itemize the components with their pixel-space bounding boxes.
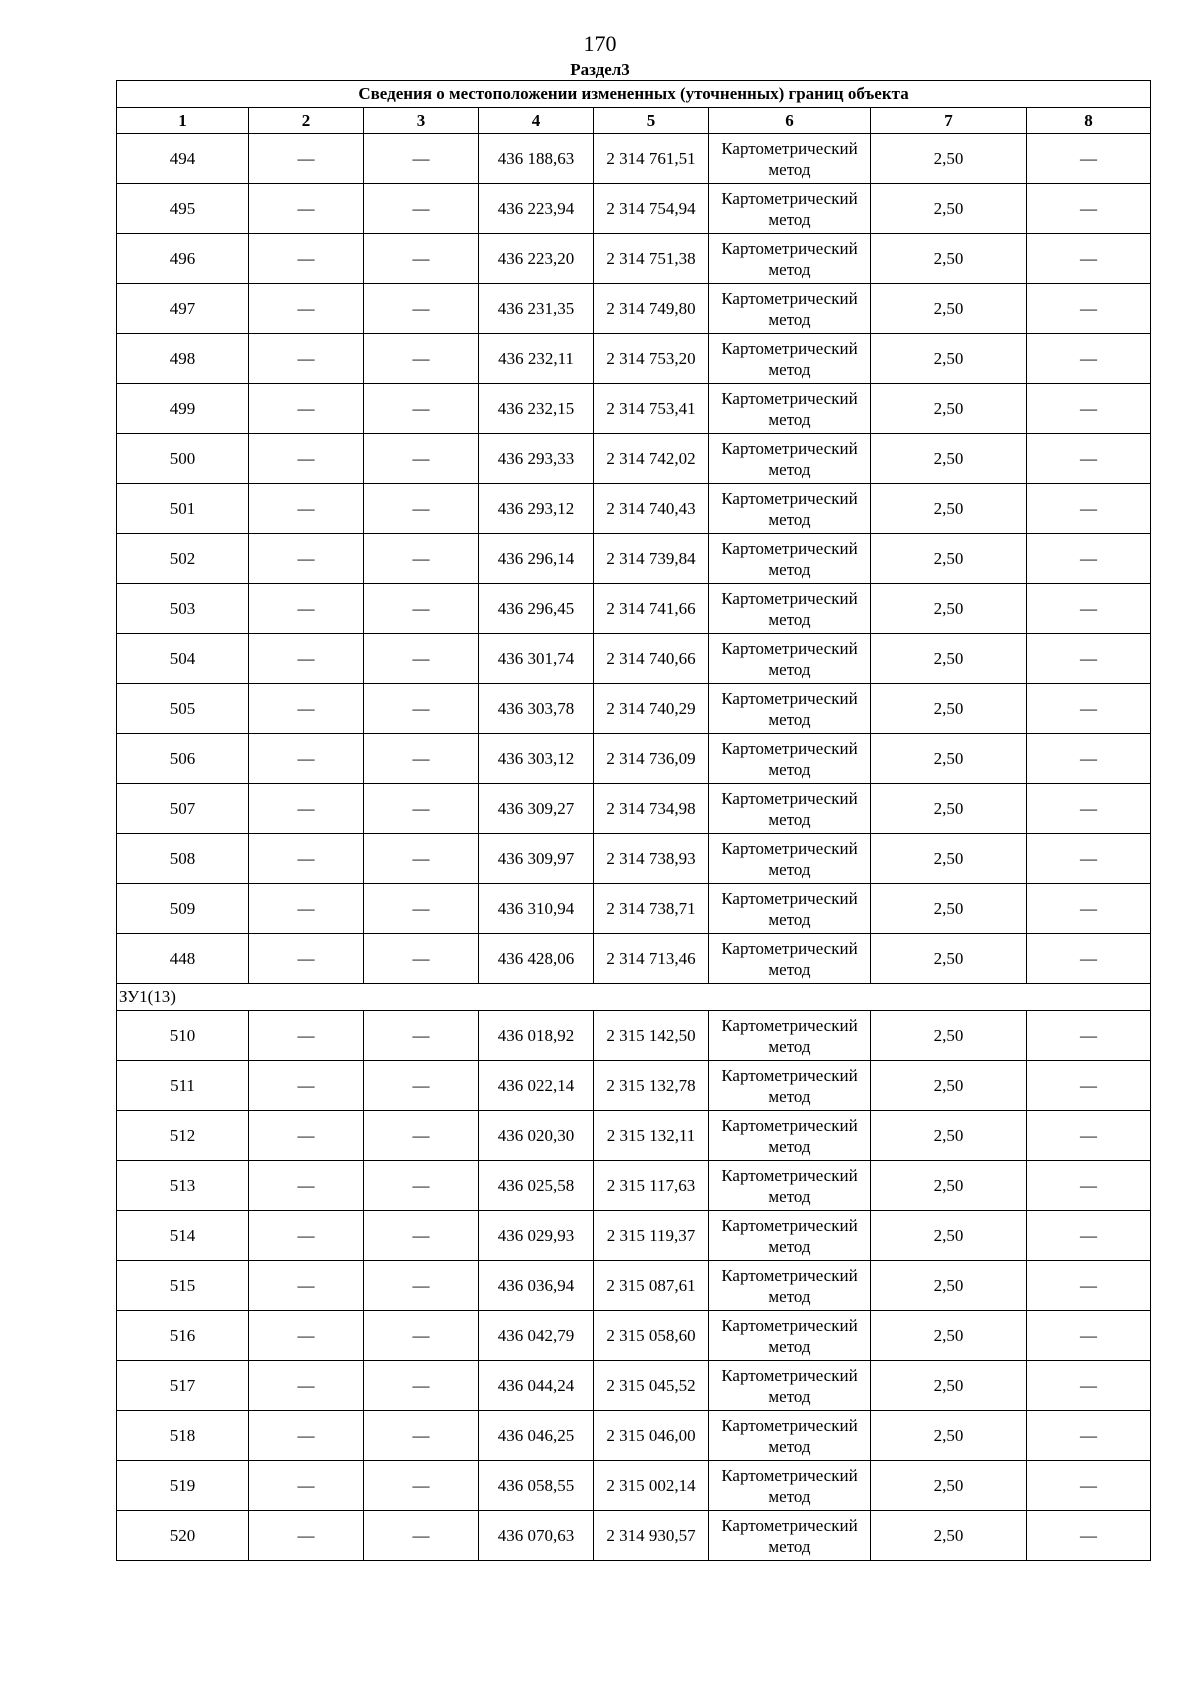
y-coordinate: 2 314 713,46 [594,934,709,984]
point-number: 500 [117,434,249,484]
column-8-value: — [1027,1511,1151,1561]
y-coordinate: 2 315 046,00 [594,1411,709,1461]
accuracy-value: 2,50 [871,1461,1027,1511]
table-row [117,734,1151,784]
column-8-value: — [1027,1211,1151,1261]
y-coordinate: 2 315 142,50 [594,1011,709,1061]
column-2-value: — [249,234,364,284]
method-description: Картометрический метод [709,1361,871,1411]
column-8-value: — [1027,834,1151,884]
table-row [117,134,1151,184]
column-8-value: — [1027,234,1151,284]
table-row [117,1211,1151,1261]
column-8-value: — [1027,1461,1151,1511]
column-8-value: — [1027,134,1151,184]
point-number: 519 [117,1461,249,1511]
column-number-row [117,108,1151,134]
accuracy-value: 2,50 [871,134,1027,184]
column-3-value: — [364,1161,479,1211]
column-2-value: — [249,1011,364,1061]
point-number: 505 [117,684,249,734]
column-number: 2 [249,108,364,134]
x-coordinate: 436 296,45 [479,584,594,634]
column-8-value: — [1027,584,1151,634]
point-number: 448 [117,934,249,984]
column-2-value: — [249,734,364,784]
method-description: Картометрический метод [709,434,871,484]
point-number: 502 [117,534,249,584]
column-2-value: — [249,1111,364,1161]
method-description: Картометрический метод [709,534,871,584]
column-8-value: — [1027,484,1151,534]
method-description: Картометрический метод [709,1061,871,1111]
column-8-value: — [1027,1011,1151,1061]
column-3-value: — [364,834,479,884]
point-number: 496 [117,234,249,284]
column-3-value: — [364,634,479,684]
column-2-value: — [249,484,364,534]
x-coordinate: 436 188,63 [479,134,594,184]
column-8-value: — [1027,534,1151,584]
column-8-value: — [1027,1061,1151,1111]
column-3-value: — [364,434,479,484]
point-number: 497 [117,284,249,334]
column-3-value: — [364,1311,479,1361]
column-3-value: — [364,1411,479,1461]
column-number: 3 [364,108,479,134]
column-2-value: — [249,534,364,584]
column-2-value: — [249,334,364,384]
y-coordinate: 2 315 045,52 [594,1361,709,1411]
method-description: Картометрический метод [709,1111,871,1161]
column-3-value: — [364,134,479,184]
column-8-value: — [1027,734,1151,784]
method-description: Картометрический метод [709,1511,871,1561]
method-description: Картометрический метод [709,334,871,384]
column-3-value: — [364,1111,479,1161]
column-3-value: — [364,1011,479,1061]
point-number: 515 [117,1261,249,1311]
accuracy-value: 2,50 [871,1011,1027,1061]
table-row [117,1161,1151,1211]
table-row [117,1511,1151,1561]
column-2-value: — [249,934,364,984]
column-2-value: — [249,384,364,434]
x-coordinate: 436 296,14 [479,534,594,584]
accuracy-value: 2,50 [871,1511,1027,1561]
accuracy-value: 2,50 [871,1261,1027,1311]
point-number: 520 [117,1511,249,1561]
x-coordinate: 436 310,94 [479,884,594,934]
x-coordinate: 436 231,35 [479,284,594,334]
point-number: 498 [117,334,249,384]
table-row [117,1061,1151,1111]
y-coordinate: 2 314 753,20 [594,334,709,384]
table-row [117,634,1151,684]
y-coordinate: 2 314 740,43 [594,484,709,534]
accuracy-value: 2,50 [871,1361,1027,1411]
method-description: Картометрический метод [709,834,871,884]
column-8-value: — [1027,1161,1151,1211]
point-number: 504 [117,634,249,684]
x-coordinate: 436 428,06 [479,934,594,984]
column-2-value: — [249,1411,364,1461]
column-8-value: — [1027,1411,1151,1461]
column-8-value: — [1027,784,1151,834]
column-2-value: — [249,184,364,234]
column-8-value: — [1027,334,1151,384]
y-coordinate: 2 314 738,93 [594,834,709,884]
column-2-value: — [249,1511,364,1561]
y-coordinate: 2 314 738,71 [594,884,709,934]
table-row [117,1111,1151,1161]
x-coordinate: 436 046,25 [479,1411,594,1461]
x-coordinate: 436 303,12 [479,734,594,784]
method-description: Картометрический метод [709,1411,871,1461]
column-3-value: — [364,534,479,584]
y-coordinate: 2 315 132,78 [594,1061,709,1111]
y-coordinate: 2 314 930,57 [594,1511,709,1561]
y-coordinate: 2 314 739,84 [594,534,709,584]
column-3-value: — [364,784,479,834]
column-2-value: — [249,1161,364,1211]
x-coordinate: 436 029,93 [479,1211,594,1261]
column-3-value: — [364,1361,479,1411]
x-coordinate: 436 042,79 [479,1311,594,1361]
x-coordinate: 436 301,74 [479,634,594,684]
column-2-value: — [249,1061,364,1111]
y-coordinate: 2 314 734,98 [594,784,709,834]
point-number: 511 [117,1061,249,1111]
column-3-value: — [364,684,479,734]
accuracy-value: 2,50 [871,284,1027,334]
point-number: 514 [117,1211,249,1261]
boundary-coordinates-table [116,80,1151,1561]
column-8-value: — [1027,884,1151,934]
table-row [117,534,1151,584]
table-row [117,1361,1151,1411]
column-3-value: — [364,184,479,234]
column-3-value: — [364,584,479,634]
accuracy-value: 2,50 [871,484,1027,534]
column-8-value: — [1027,634,1151,684]
column-3-value: — [364,1061,479,1111]
y-coordinate: 2 314 751,38 [594,234,709,284]
column-number: 8 [1027,108,1151,134]
accuracy-value: 2,50 [871,884,1027,934]
column-8-value: — [1027,284,1151,334]
column-2-value: — [249,434,364,484]
column-3-value: — [364,234,479,284]
point-number: 518 [117,1411,249,1461]
y-coordinate: 2 314 753,41 [594,384,709,434]
y-coordinate: 2 314 761,51 [594,134,709,184]
accuracy-value: 2,50 [871,584,1027,634]
table-row [117,184,1151,234]
method-description: Картометрический метод [709,634,871,684]
accuracy-value: 2,50 [871,734,1027,784]
y-coordinate: 2 315 119,37 [594,1211,709,1261]
y-coordinate: 2 314 754,94 [594,184,709,234]
method-description: Картометрический метод [709,134,871,184]
method-description: Картометрический метод [709,734,871,784]
column-3-value: — [364,284,479,334]
table-row [117,684,1151,734]
x-coordinate: 436 223,94 [479,184,594,234]
point-number: 507 [117,784,249,834]
table-row [117,1261,1151,1311]
column-number: 7 [871,108,1027,134]
method-description: Картометрический метод [709,1161,871,1211]
y-coordinate: 2 314 741,66 [594,584,709,634]
accuracy-value: 2,50 [871,1311,1027,1361]
column-8-value: — [1027,1361,1151,1411]
column-3-value: — [364,384,479,434]
table-row [117,934,1151,984]
y-coordinate: 2 314 749,80 [594,284,709,334]
column-3-value: — [364,734,479,784]
y-coordinate: 2 314 740,29 [594,684,709,734]
x-coordinate: 436 044,24 [479,1361,594,1411]
y-coordinate: 2 314 742,02 [594,434,709,484]
column-8-value: — [1027,184,1151,234]
column-2-value: — [249,684,364,734]
method-description: Картометрический метод [709,384,871,434]
accuracy-value: 2,50 [871,334,1027,384]
method-description: Картометрический метод [709,1211,871,1261]
section-title: Раздел3 [570,60,630,79]
x-coordinate: 436 020,30 [479,1111,594,1161]
accuracy-value: 2,50 [871,1161,1027,1211]
point-number: 510 [117,1011,249,1061]
table-row [117,1461,1151,1511]
method-description: Картометрический метод [709,1311,871,1361]
table-row [117,1011,1151,1061]
point-number: 506 [117,734,249,784]
point-number: 509 [117,884,249,934]
method-description: Картометрический метод [709,884,871,934]
x-coordinate: 436 058,55 [479,1461,594,1511]
page-number: 170 [583,31,617,56]
x-coordinate: 436 293,33 [479,434,594,484]
table-row [117,784,1151,834]
column-8-value: — [1027,934,1151,984]
x-coordinate: 436 022,14 [479,1061,594,1111]
x-coordinate: 436 036,94 [479,1261,594,1311]
point-number: 494 [117,134,249,184]
method-description: Картометрический метод [709,1261,871,1311]
column-8-value: — [1027,384,1151,434]
column-3-value: — [364,334,479,384]
column-2-value: — [249,834,364,884]
accuracy-value: 2,50 [871,684,1027,734]
method-description: Картометрический метод [709,1461,871,1511]
method-description: Картометрический метод [709,784,871,834]
x-coordinate: 436 309,97 [479,834,594,884]
point-number: 499 [117,384,249,434]
column-2-value: — [249,134,364,184]
x-coordinate: 436 309,27 [479,784,594,834]
accuracy-value: 2,50 [871,234,1027,284]
accuracy-value: 2,50 [871,934,1027,984]
table-caption: Сведения о местоположении измененных (уточненных) границ объекта [117,81,1151,108]
point-number: 512 [117,1111,249,1161]
x-coordinate: 436 303,78 [479,684,594,734]
x-coordinate: 436 232,11 [479,334,594,384]
table-row [117,584,1151,634]
y-coordinate: 2 315 058,60 [594,1311,709,1361]
accuracy-value: 2,50 [871,784,1027,834]
point-number: 495 [117,184,249,234]
accuracy-value: 2,50 [871,1061,1027,1111]
column-2-value: — [249,634,364,684]
column-number: 1 [117,108,249,134]
point-number: 516 [117,1311,249,1361]
accuracy-value: 2,50 [871,1411,1027,1461]
column-2-value: — [249,1361,364,1411]
accuracy-value: 2,50 [871,384,1027,434]
y-coordinate: 2 315 002,14 [594,1461,709,1511]
column-8-value: — [1027,1311,1151,1361]
x-coordinate: 436 070,63 [479,1511,594,1561]
table-caption-row [117,81,1151,108]
table-row [117,284,1151,334]
column-2-value: — [249,784,364,834]
accuracy-value: 2,50 [871,1111,1027,1161]
point-number: 503 [117,584,249,634]
column-8-value: — [1027,434,1151,484]
table-row [117,884,1151,934]
column-2-value: — [249,1311,364,1361]
accuracy-value: 2,50 [871,834,1027,884]
table-row [117,1311,1151,1361]
column-3-value: — [364,1511,479,1561]
column-3-value: — [364,1211,479,1261]
table-row [117,384,1151,434]
point-number: 517 [117,1361,249,1411]
point-number: 513 [117,1161,249,1211]
column-3-value: — [364,934,479,984]
method-description: Картометрический метод [709,484,871,534]
x-coordinate: 436 223,20 [479,234,594,284]
y-coordinate: 2 315 087,61 [594,1261,709,1311]
table-row [117,834,1151,884]
column-2-value: — [249,584,364,634]
column-8-value: — [1027,684,1151,734]
method-description: Картометрический метод [709,1011,871,1061]
column-3-value: — [364,1461,479,1511]
column-2-value: — [249,284,364,334]
table-row [117,334,1151,384]
table-row [117,1411,1151,1461]
accuracy-value: 2,50 [871,1211,1027,1261]
y-coordinate: 2 315 117,63 [594,1161,709,1211]
y-coordinate: 2 314 736,09 [594,734,709,784]
column-number: 4 [479,108,594,134]
column-number: 6 [709,108,871,134]
y-coordinate: 2 315 132,11 [594,1111,709,1161]
accuracy-value: 2,50 [871,434,1027,484]
column-8-value: — [1027,1111,1151,1161]
column-3-value: — [364,484,479,534]
x-coordinate: 436 232,15 [479,384,594,434]
point-number: 508 [117,834,249,884]
column-2-value: — [249,1211,364,1261]
x-coordinate: 436 025,58 [479,1161,594,1211]
column-3-value: — [364,1261,479,1311]
x-coordinate: 436 293,12 [479,484,594,534]
accuracy-value: 2,50 [871,634,1027,684]
method-description: Картометрический метод [709,934,871,984]
accuracy-value: 2,50 [871,184,1027,234]
method-description: Картометрический метод [709,684,871,734]
table-row [117,434,1151,484]
column-3-value: — [364,884,479,934]
method-description: Картометрический метод [709,584,871,634]
method-description: Картометрический метод [709,184,871,234]
method-description: Картометрический метод [709,234,871,284]
point-number: 501 [117,484,249,534]
group-header-row [117,984,1151,1011]
group-label: ЗУ1(13) [117,984,1151,1011]
table-row [117,234,1151,284]
column-2-value: — [249,1261,364,1311]
column-2-value: — [249,1461,364,1511]
accuracy-value: 2,50 [871,534,1027,584]
y-coordinate: 2 314 740,66 [594,634,709,684]
table-row [117,484,1151,534]
column-8-value: — [1027,1261,1151,1311]
column-2-value: — [249,884,364,934]
column-number: 5 [594,108,709,134]
method-description: Картометрический метод [709,284,871,334]
x-coordinate: 436 018,92 [479,1011,594,1061]
